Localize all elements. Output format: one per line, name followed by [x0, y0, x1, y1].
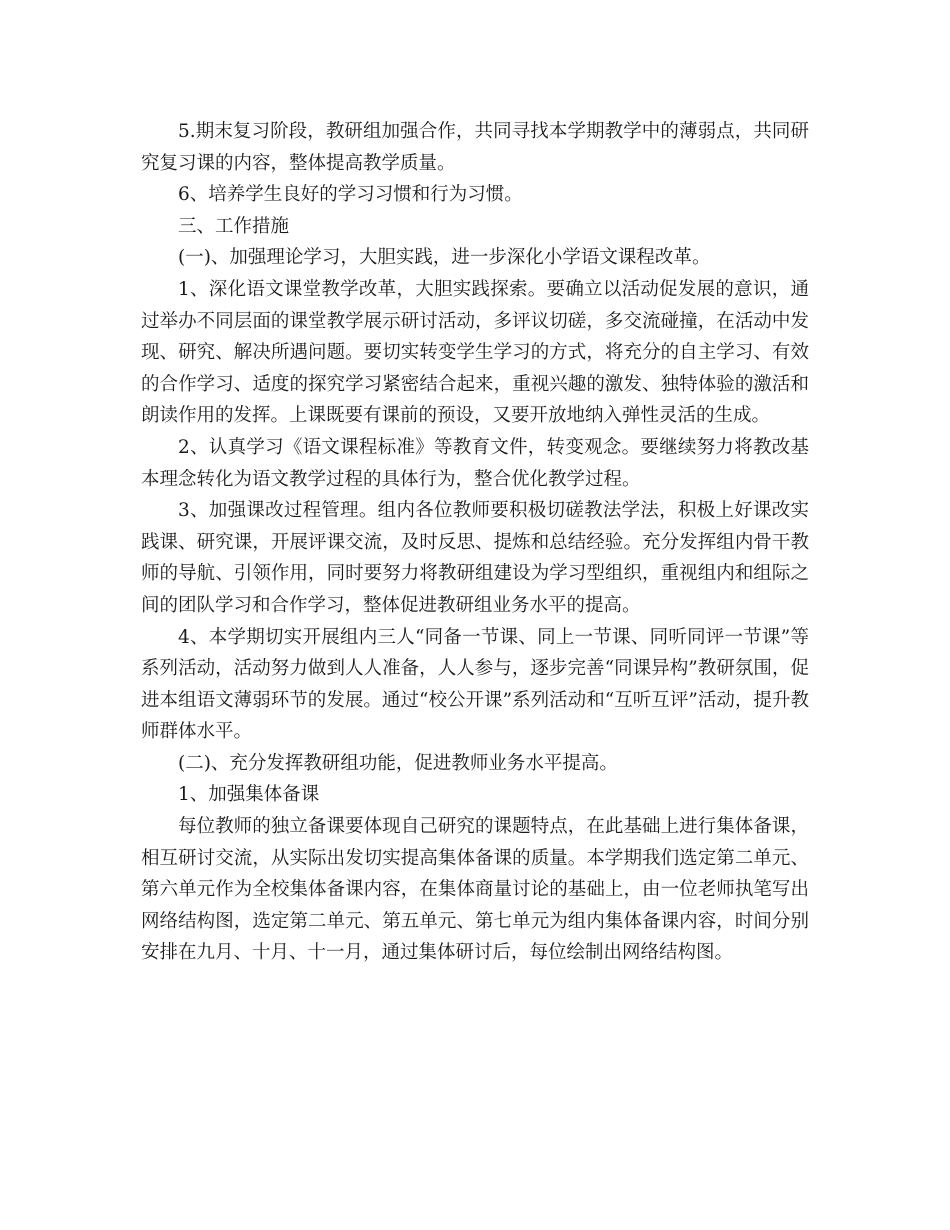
paragraph-curriculum-standards: 2、认真学习《语文课程标准》等教育文件，转变观念。要继续努力将教改基本理念转化为语文教学过程的具体行为，整合优化教学过程。 [141, 436, 809, 490]
paragraph-review-stage: 5.期末复习阶段，教研组加强合作，共同寻找本学期教学中的薄弱点，共同研究复习课的内容，整体提高教学质量。 [141, 121, 809, 174]
paragraph-classroom-reform: 1、深化语文课堂教学改革，大胆实践探索。要确立以活动促发展的意识，通过举办不同层面的课堂教学展示研讨活动，多评议切磋，多交流碰撞，在活动中发现、研究、解决所遇问题。要切实转变学生学习的方式，将充分的自主学习、有效的合作学习、适度的探究学习紧密结合起来，重视兴趣的激发、独特体验的激活和朗读作用的发挥。上课既要有课前的预设，又要开放地纳入弹性灵活的生成。 [141, 278, 809, 427]
paragraph-group-activities: 4、本学期切实开展组内三人“同备一节课、同上一节课、同听同评一节课”等系列活动，活动努力做到人人准备，人人参与，逐步完善“同课异构”教研氛围，促进本组语文薄弱环节的发展。通过“校公开课”系列活动和“互听互评”活动，提升教师群体水平。 [141, 626, 809, 743]
section-heading-measures: 三、工作措施 [178, 215, 290, 237]
subheading-collective-preparation: 1、加强集体备课 [178, 784, 320, 806]
subheading-theory-study: (一)、加强理论学习，大胆实践，进一步深化小学语文课程改革。 [178, 247, 711, 269]
paragraph-collective-preparation: 每位教师的独立备课要体现自己研究的课题特点，在此基础上进行集体备课，相互研讨交流，从实际出发切实提高集体备课的质量。本学期我们选定第二单元、第六单元作为全校集体备课内容，在集体商量讨论的基础上，由一位老师执笔写出网络结构图，选定第二单元、第五单元、第七单元为组内集体备课内容，时间分别安排在九月、十月、十一月，通过集体研讨后，每位绘制出网络结构图。 [141, 816, 809, 964]
paragraph-study-habits: 6、培养学生良好的学习习惯和行为习惯。 [178, 184, 523, 206]
document-body [141, 116, 809, 969]
subheading-teaching-research-group: (二)、充分发挥教研组功能，促进教师业务水平提高。 [178, 752, 618, 774]
paragraph-process-management: 3、加强课改过程管理。组内各位教师要积极切磋教法学法，积极上好课改实践课、研究课，开展评课交流，及时反思、提炼和总结经验。充分发挥组内骨干教师的导航、引领作用，同时要努力将教研组建设为学习型组织，重视组内和组际之间的团队学习和合作学习，整体促进教研组业务水平的提高。 [141, 500, 809, 616]
